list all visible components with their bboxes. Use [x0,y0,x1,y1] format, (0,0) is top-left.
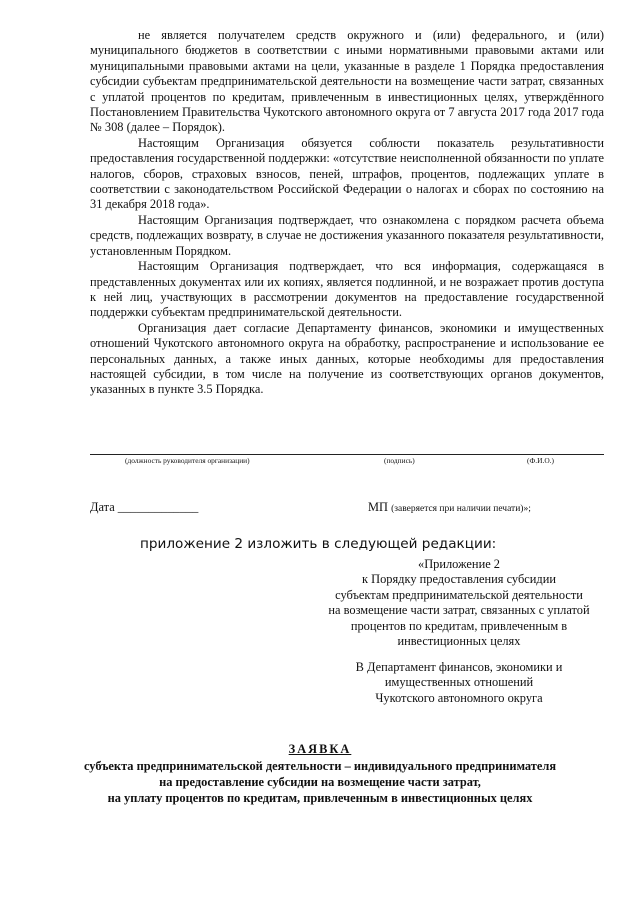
appendix-line: инвестиционных целях [397,634,521,649]
appendix-heading [316,557,602,649]
recipient-block [316,660,602,706]
subtitle-line: субъекта предпринимательской деятельности – индивидуального предпринимателя [83,759,557,773]
appendix-line: субъектам предпринимательской деятельности [335,587,583,602]
signature-caption: (подпись) [384,456,415,465]
appendix-line: «Приложение 2 [418,557,500,571]
recipient-line: имущественных отношений [384,675,534,690]
appendix-line: процентов по кредитам, привлеченным в [350,618,568,633]
recipient-line: В Департамент финансов, экономики и [355,660,563,674]
appendix-line: к Порядку предоставления субсидии [362,572,556,587]
body-paragraph: Настоящим Организация подтверждает, что вся информация, содержащаяся в представленных документах или их копиях, является подлинной, и не возражает против доступа к ней лиц, участвующих в рассмотрении документов на предоставление государственной поддержки субъектам предпринимательской деятельности. [90,259,604,320]
position-caption: (должность руководителя организации) [125,456,250,465]
body-paragraph: Организация дает согласие Департаменту финансов, экономики и имущественных отношений Чукотского автономного округа на обработку, распространение и использование ее персональных данных, а также иных данных, которые необходимы для предоставления настоящей субсидии, в том числе на получение из соответствующих органов документов, указанных в пункте 3.5 Порядка. [90,320,604,397]
application-title: ЗАЯВКА [288,742,352,756]
date-field: Дата _____________ [90,500,199,514]
body-paragraph: Настоящим Организация обязуется соблюсти показатель результативности предоставления государственной поддержки: «отсутствие неисполненной обязанности по уплате налогов, сборов, страховых взносов, пеней, штрафов, процентов, подлежащих уплате в соответствии с законодательством Российской Федерации о налогах и сборах по состоянию на 31 декабря 2018 года». [90,135,604,212]
stamp-label: МП [368,500,388,514]
application-subtitle [0,758,640,806]
stamp-field [368,500,531,515]
body-paragraph: не является получателем средств окружного и (или) федерального, и (или) муниципального бюджетов в соответствии с иными нормативными правовыми актами или муниципальными правовыми актами на цели, указанные в разделе 1 Порядка предоставления субсидии субъектам предпринимательской деятельности на возмещение части затрат, связанных с уплатой процентов по кредитам, привлеченным в инвестиционных целях, утверждённого Постановлением Правительства Чукотского автономного округа от 7 августа 2017 года 2017 года № 308 (далее – Порядок). [90,28,604,135]
signature-line [90,454,604,455]
stamp-note: (заверяется при наличии печати)»; [391,504,531,514]
amendment-text: приложение 2 изложить в следующей редакции: [140,536,497,552]
name-caption: (Ф.И.О.) [527,456,554,465]
recipient-line: Чукотского автономного округа [375,690,543,705]
subtitle-line: на уплату процентов по кредитам, привлеченным в инвестиционных целях [107,791,533,805]
body-text [90,28,604,398]
subtitle-line: на предоставление субсидии на возмещение части затрат, [159,775,481,789]
body-paragraph: Настоящим Организация подтверждает, что ознакомлена с порядком расчета объема средств, подлежащих возврату, в случае не достижения указанного показателя результативности, установленным Порядком. [90,212,604,258]
appendix-line: на возмещение части затрат, связанных с уплатой [328,603,590,618]
